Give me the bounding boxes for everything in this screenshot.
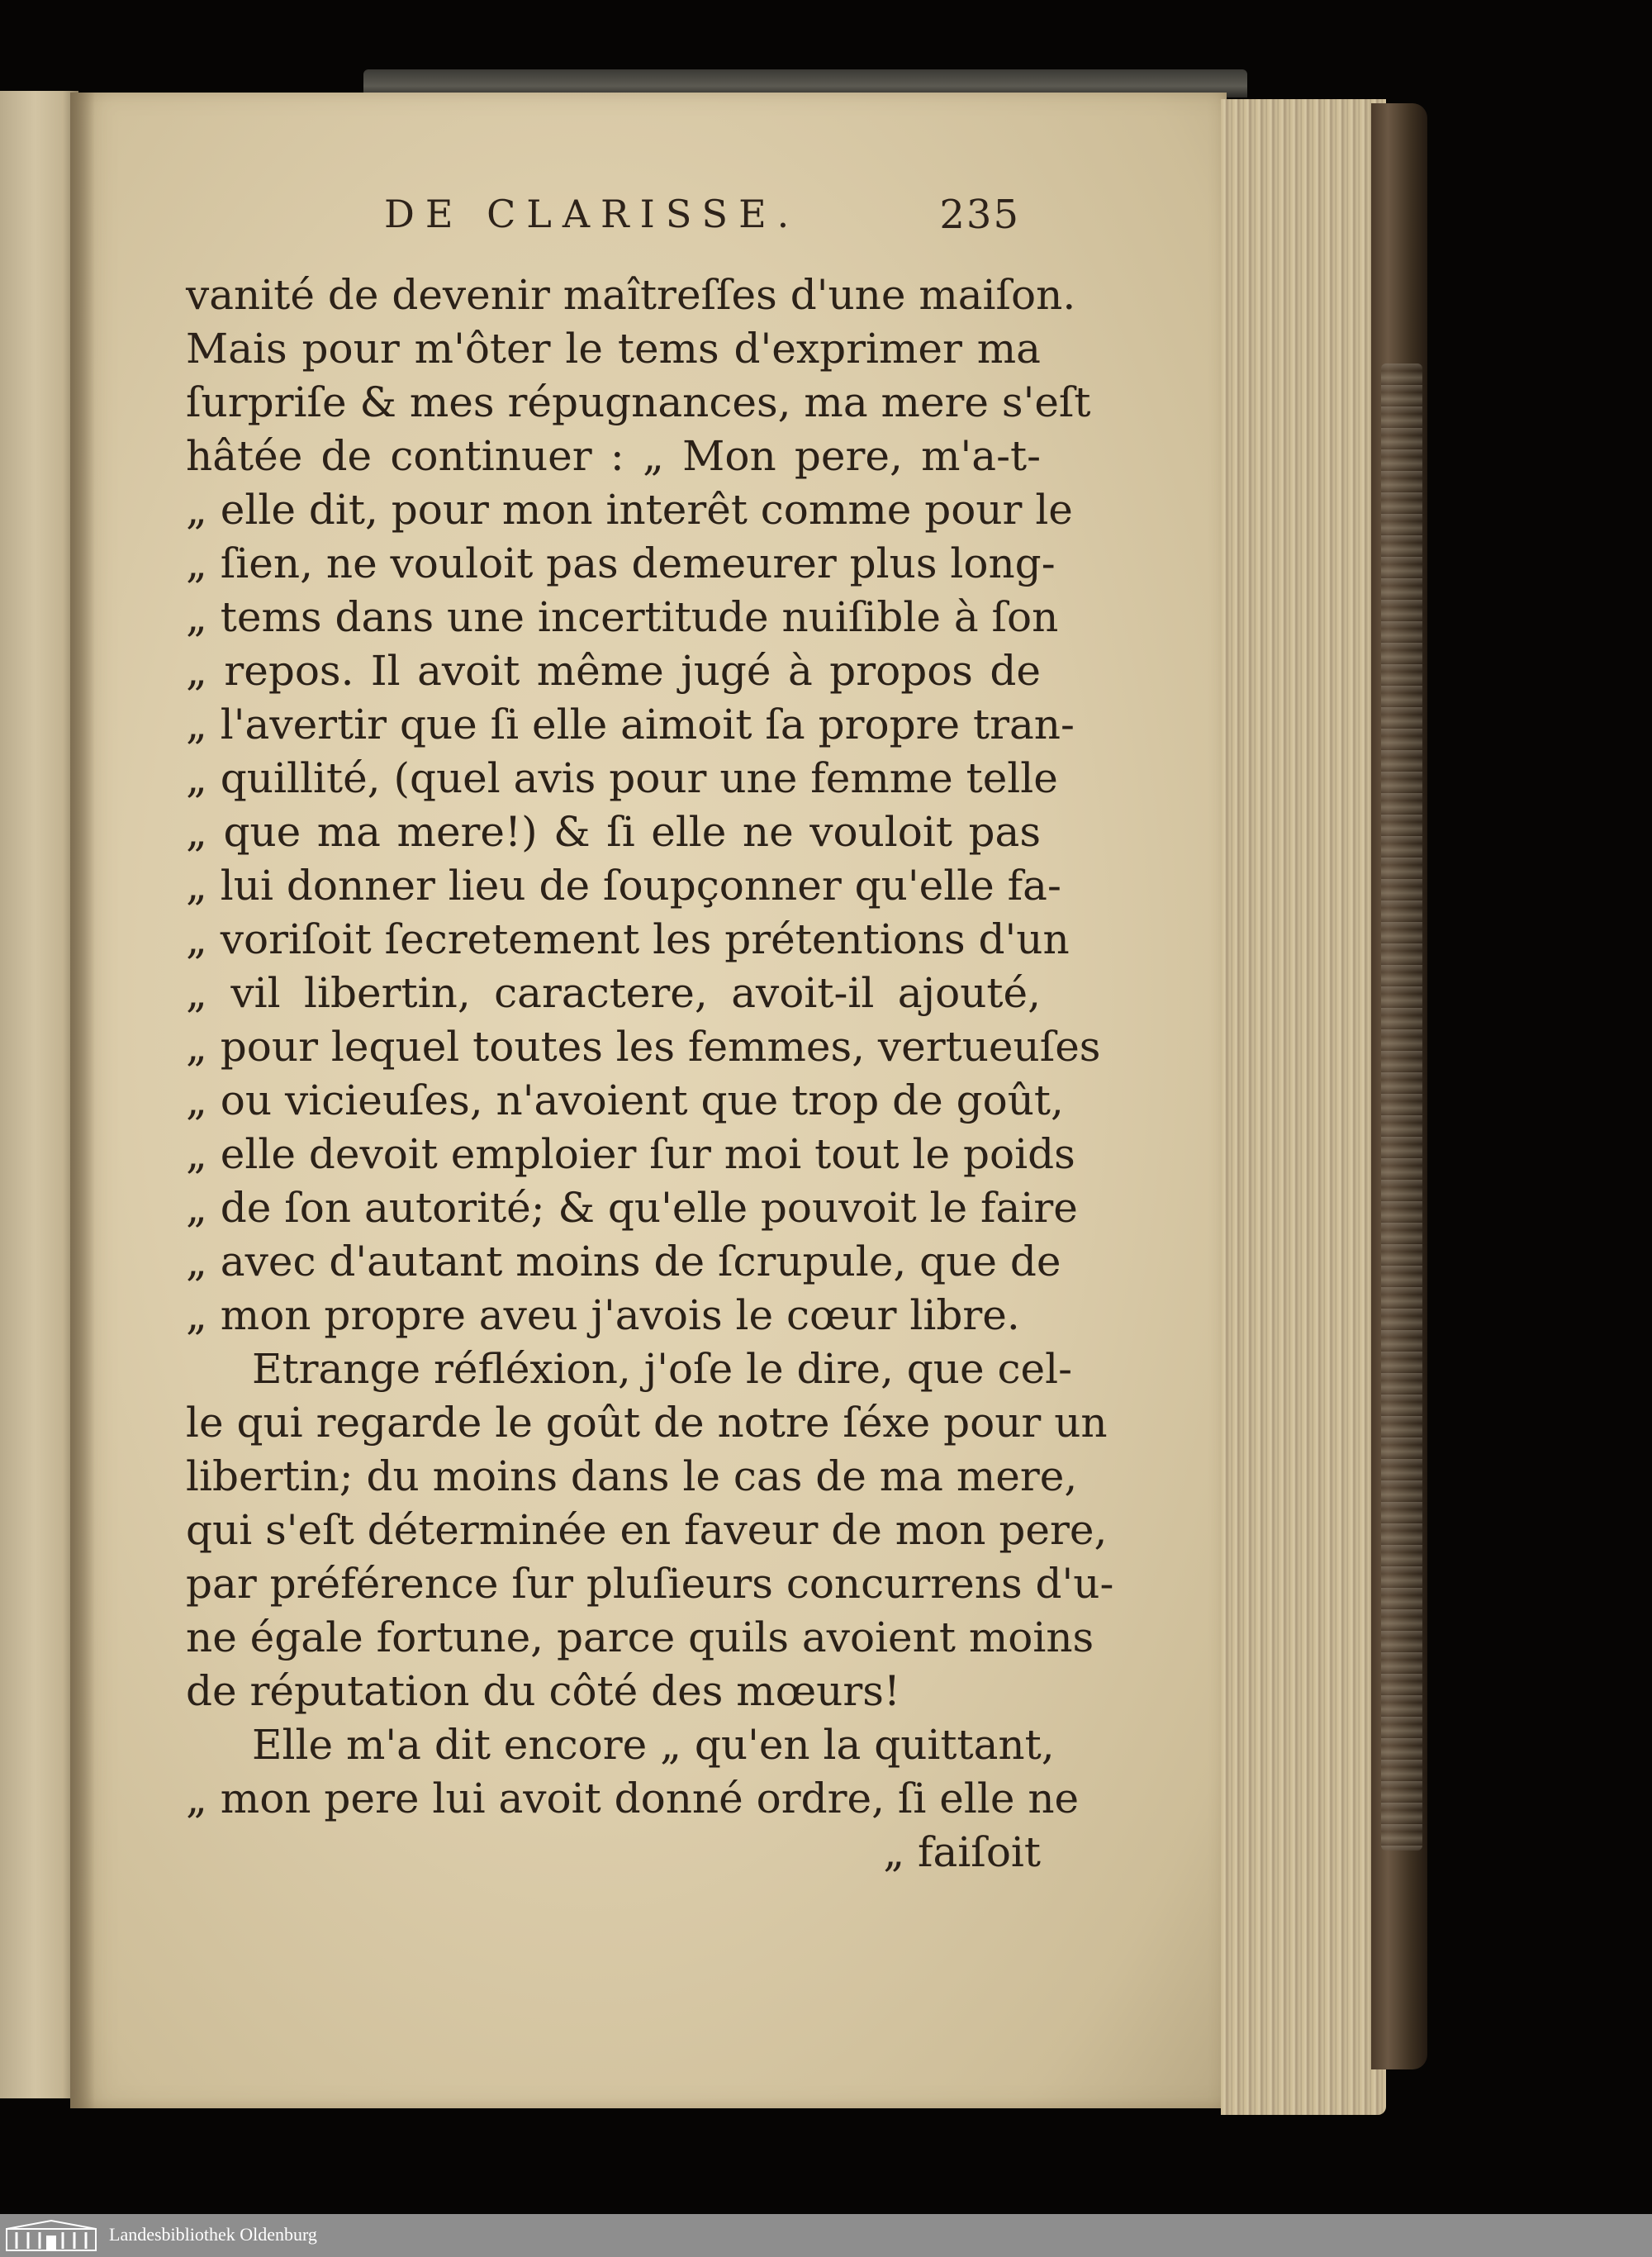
text-line: „ mon propre aveu j'avois le cœur libre. <box>186 1291 1020 1339</box>
footer-bar <box>0 2214 1652 2257</box>
text-line: „ lui donner lieu de ſoupçonner qu'elle fa- <box>186 862 1061 910</box>
text-line: vanité de devenir maîtreſſes d'une maiſon. <box>186 271 1076 319</box>
text-line: „ elle dit, pour mon interêt comme pour le <box>186 486 1073 534</box>
text-line: „ ou vicieuſes, n'avoient que trop de goût, <box>186 1076 1064 1124</box>
text-line: „ ſien, ne vouloit pas demeurer plus long- <box>186 539 1056 587</box>
text-line: libertin; du moins dans le cas de ma mere, <box>186 1452 1078 1500</box>
library-building-icon[interactable] <box>5 2219 97 2252</box>
text-line: „ de ſon autorité; & qu'elle pouvoit le faire <box>186 1184 1078 1232</box>
text-line: „ vil libertin, caractere, avoit-il ajouté, <box>186 969 1041 1017</box>
text-line: Etrange réfléxion, j'oſe le dire, que cel- <box>252 1345 1072 1393</box>
text-line: „ mon pere lui avoit donné ordre, ſi elle ne <box>186 1775 1080 1822</box>
cover-marbling <box>1381 363 1422 1851</box>
text-line: „ elle devoit emploier ſur moi tout le poids <box>186 1130 1075 1178</box>
page-number: 235 <box>939 192 1020 238</box>
text-line: le qui regarde le goût de notre ſéxe pour un <box>186 1399 1108 1447</box>
text-line: „ repos. Il avoit même jugé à propos de <box>186 647 1041 695</box>
previous-page-edge <box>0 91 78 2098</box>
text-line: de réputation du côté des mœurs! <box>186 1667 901 1715</box>
page-gutter-shadow <box>70 93 95 2108</box>
text-line: „ voriſoit ſecretement les prétentions d'un <box>186 915 1070 963</box>
text-line: Mais pour m'ôter le tems d'exprimer ma <box>186 325 1041 373</box>
text-line: „ pour lequel toutes les femmes, vertueuſes <box>186 1023 1101 1071</box>
text-line: Elle m'a dit encore „ qu'en la quittant, <box>252 1721 1055 1769</box>
running-head <box>384 192 1020 245</box>
text-line: ſurpriſe & mes répugnances, ma mere s'eſt <box>186 378 1091 426</box>
text-line: „ quillité, (quel avis pour une femme telle <box>186 754 1058 802</box>
text-line: hâtée de continuer : „ Mon pere, m'a-t- <box>186 432 1041 480</box>
text-line: par préférence ſur pluſieurs concurrens d'u- <box>186 1560 1114 1608</box>
text-line: „ avec d'autant moins de ſcrupule, que de <box>186 1238 1061 1285</box>
running-head-title: DE CLARISSE. <box>384 192 800 236</box>
text-line: ne égale fortune, parce quils avoient moins <box>186 1613 1094 1661</box>
page-body-text <box>186 268 1114 1879</box>
text-line: qui s'eſt déterminée en faveur de mon pere, <box>186 1506 1108 1554</box>
catchword: „ faiſoit <box>883 1828 1041 1876</box>
text-line: „ tems dans une incertitude nuiſible à ſon <box>186 593 1059 641</box>
library-name[interactable]: Landesbibliothek Oldenburg <box>109 2224 317 2245</box>
book-fore-edge <box>1221 99 1386 2115</box>
text-line: „ l'avertir que ſi elle aimoit ſa propre tran- <box>186 701 1075 748</box>
text-line: „ que ma mere!) & ſi elle ne vouloit pas <box>186 808 1041 856</box>
